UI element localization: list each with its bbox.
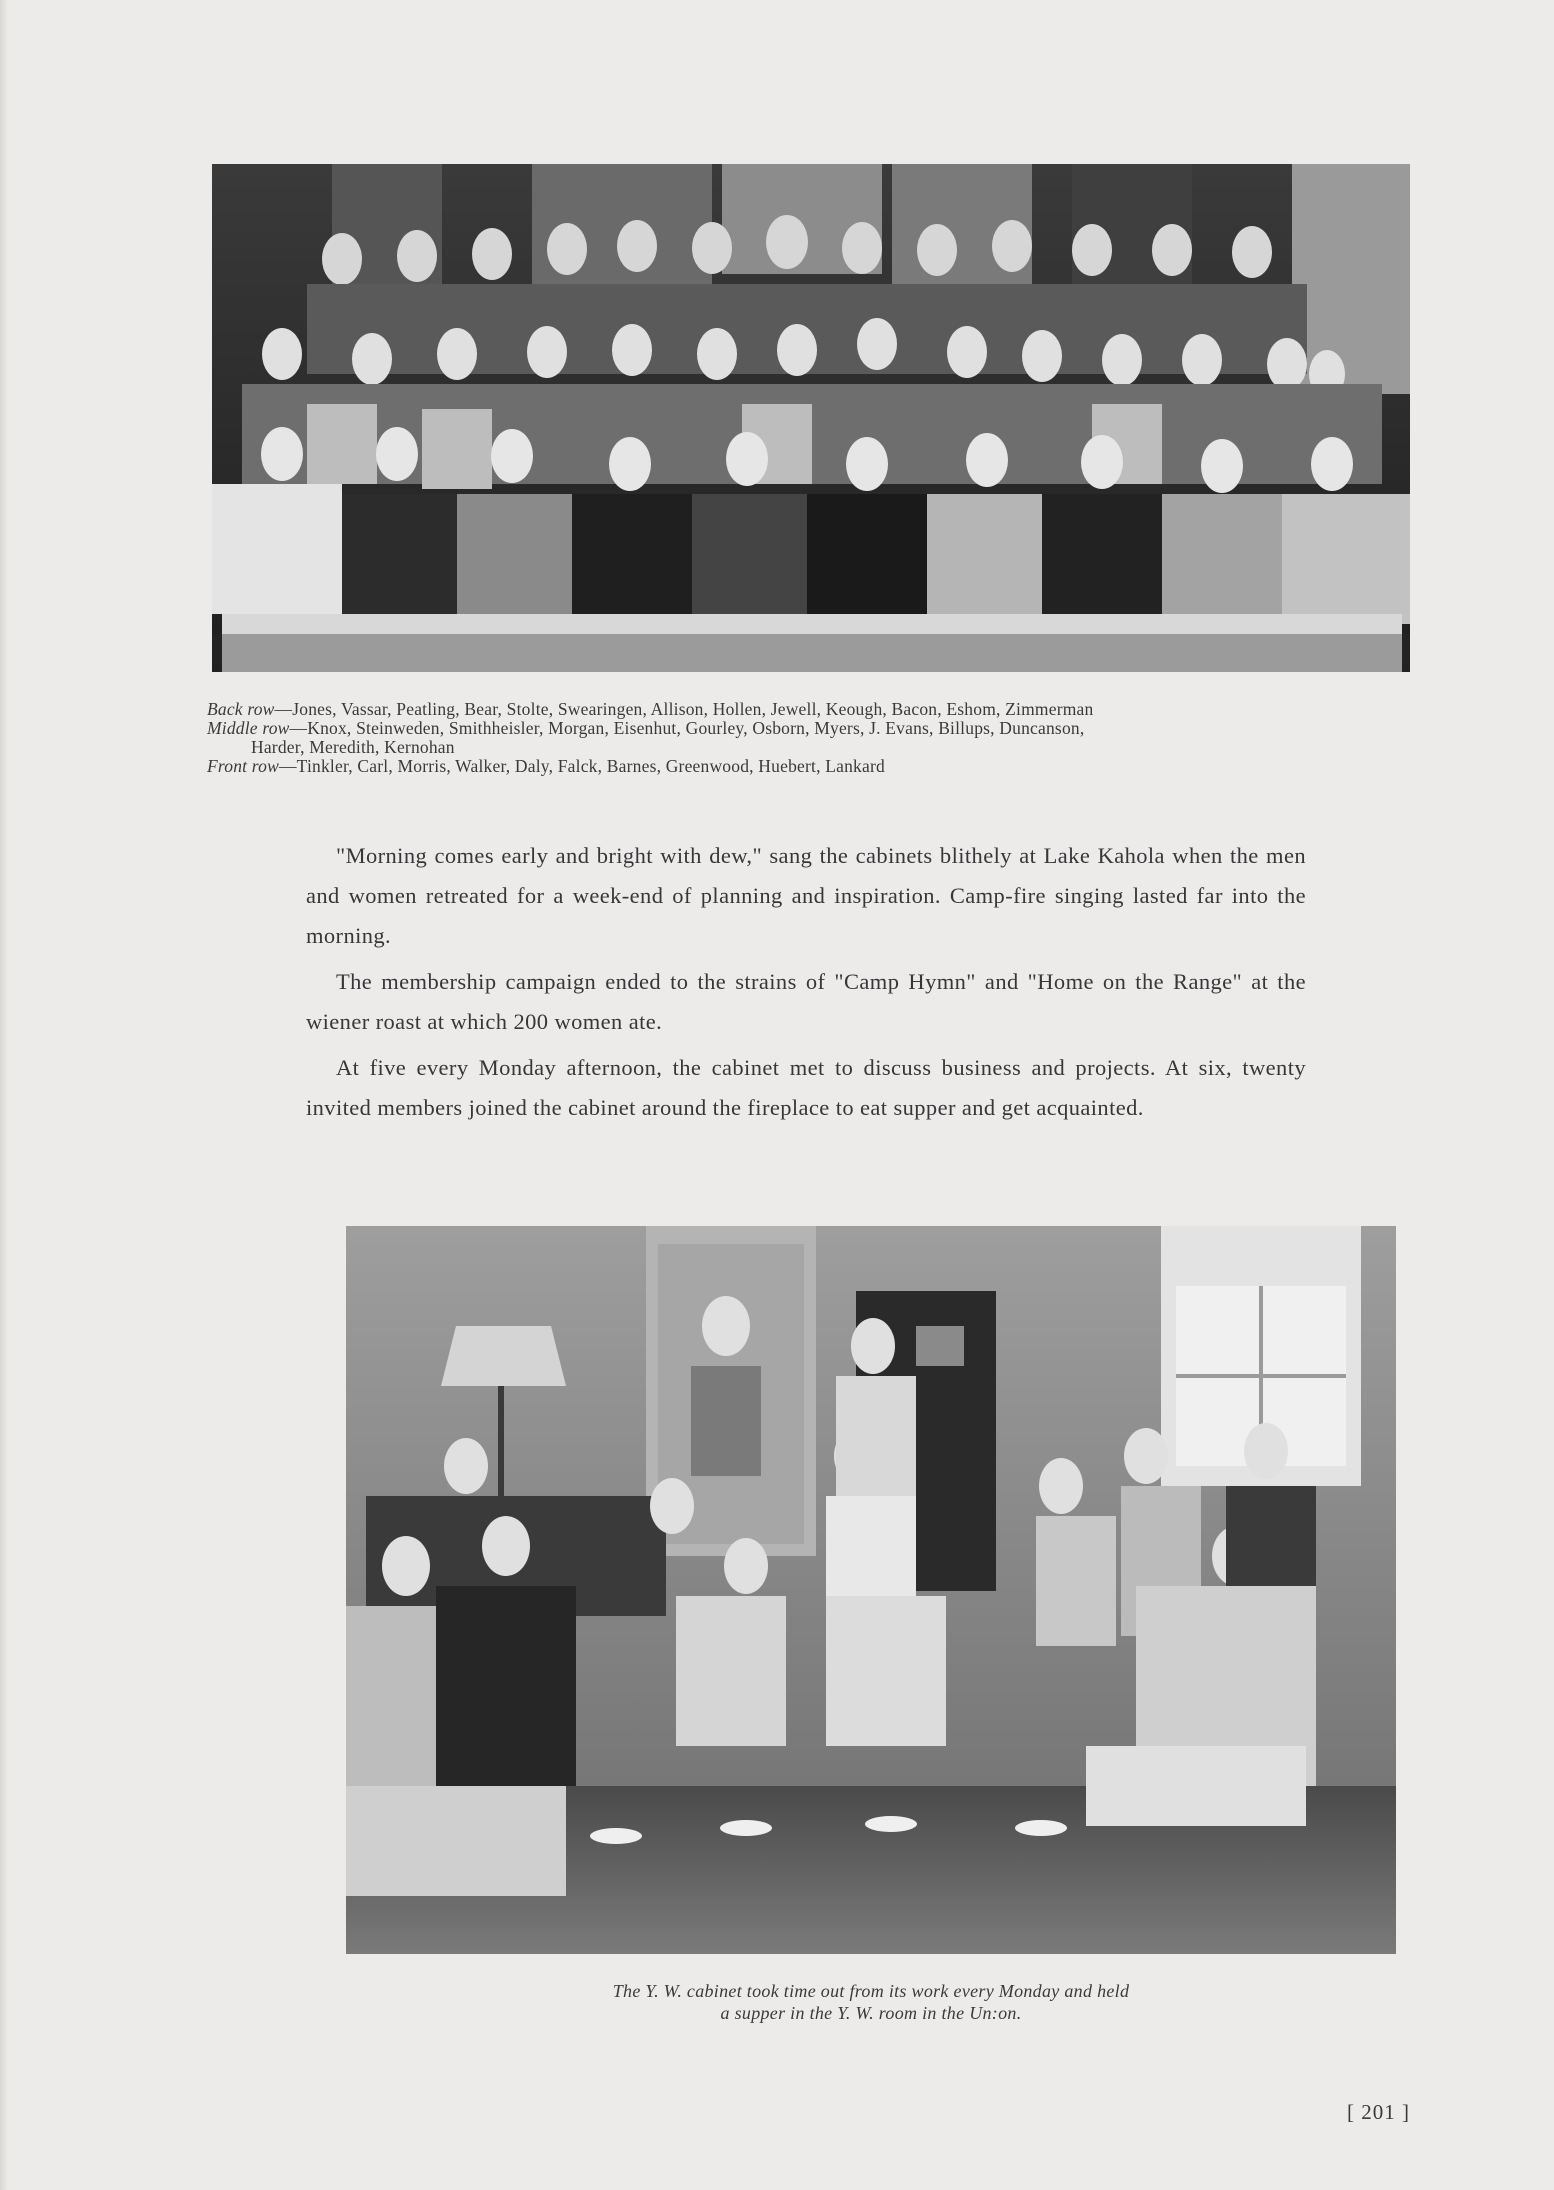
middle-row-label: Middle row: [207, 718, 290, 738]
middle-row-continuation: Harder, Meredith, Kernohan: [251, 737, 455, 757]
supper-photo-caption: [346, 1980, 1396, 2024]
paragraph: The membership campaign ended to the strains of "Camp Hymn" and "Home on the Range" at the wiener roast at which 200 women ate.: [306, 969, 1306, 1034]
middle-row-line: [207, 719, 1417, 738]
back-row-line: [207, 700, 1417, 719]
caption-line: The Y. W. cabinet took time out from its work every Monday and held: [612, 1981, 1130, 2001]
group-photo-roster: [207, 700, 1417, 776]
body-text: [306, 836, 1306, 1134]
paragraph: At five every Monday afternoon, the cabinet met to discuss business and projects. At six, twenty invited members joined the cabinet around the fireplace to eat supper and get acquainted.: [306, 1055, 1306, 1120]
paragraph: "Morning comes early and bright with dew," sang the cabinets blithely at Lake Kahola when the men and women retreated for a week-end of planning and inspiration. Camp-fire singing lasted far into the morning.: [306, 843, 1306, 948]
paper-edge: [0, 0, 8, 2190]
supper-photo-image: [346, 1226, 1396, 1954]
back-row-names: —Jones, Vassar, Peatling, Bear, Stolte, Swearingen, Allison, Hollen, Jewell, Keough, Bacon, Eshom, Zimmerman: [274, 699, 1094, 719]
front-row-label: Front row: [207, 756, 279, 776]
group-photo-image: [212, 164, 1410, 672]
back-row-label: Back row: [207, 699, 275, 719]
caption-line: a supper in the Y. W. room in the Un:on.: [720, 2003, 1022, 2023]
front-row-names: —Tinkler, Carl, Morris, Walker, Daly, Falck, Barnes, Greenwood, Huebert, Lankard: [278, 756, 885, 776]
front-row-line: [207, 757, 1417, 776]
page-number: [ 201 ]: [1347, 2100, 1410, 2124]
supper-photo: [346, 1226, 1396, 1954]
middle-row-names: —Knox, Steinweden, Smithheisler, Morgan, Eisenhut, Gourley, Osborn, Myers, J. Evans, Billups, Duncanson,: [289, 718, 1085, 738]
group-photo: [212, 164, 1410, 672]
